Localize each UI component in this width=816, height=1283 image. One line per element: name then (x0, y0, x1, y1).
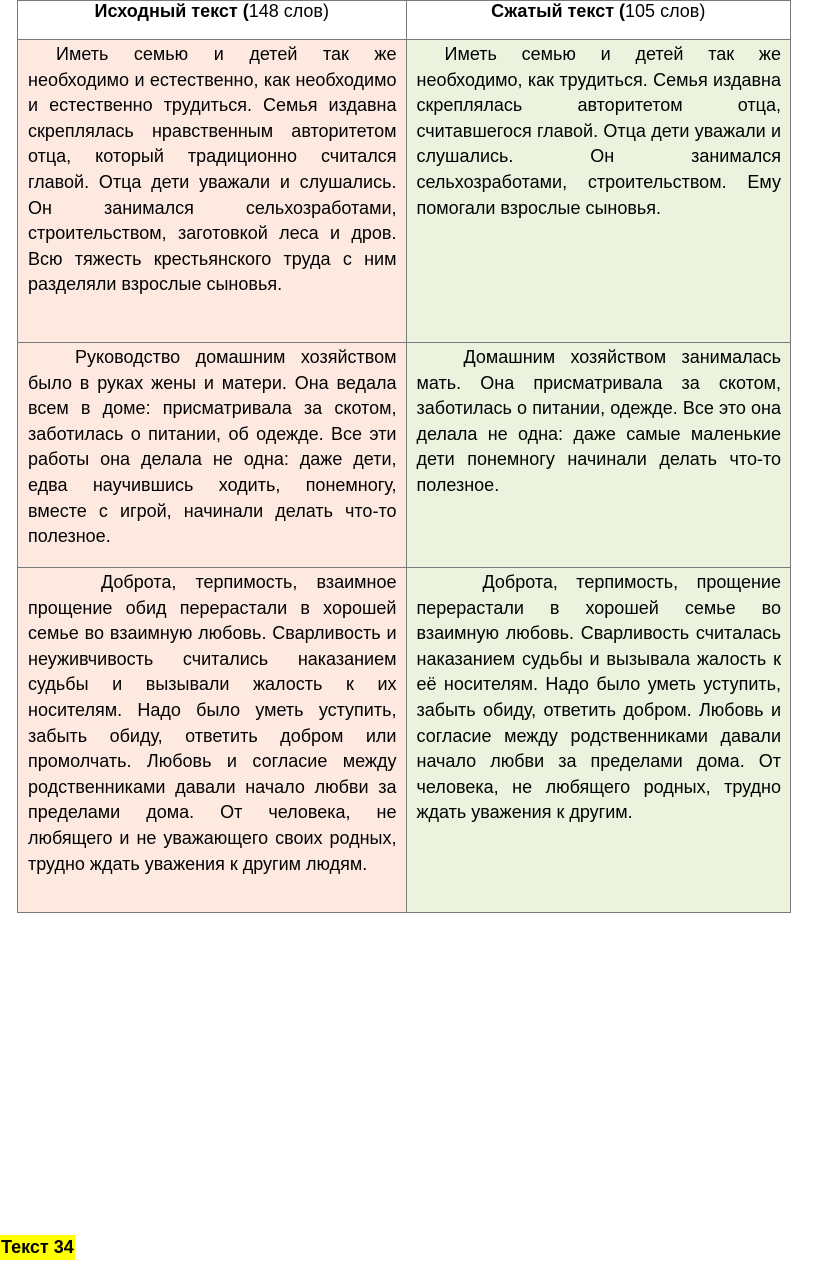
compressed-paragraph-3: Доброта, терпимость, прощение перерастали в хорошей семье во взаимную любовь. Сварливость считалась наказанием судьбы и вызывала жалость к её носителям. Надо было уметь уступить, забыть обиду, ответить добром. Любовь и согласие между родственниками давали начало любви за пределами дома. От человека, не любящего родных, трудно ждать уважения к другим. (416, 572, 781, 823)
compressed-paragraph-cell (406, 40, 791, 343)
header-original-text (18, 1, 407, 40)
original-paragraph-cell (18, 568, 407, 913)
original-paragraph-2: Руководство домашним хозяйством было в руках жены и матери. Она ведала всем в доме: присматривала за скотом, заботилась о питании, об одежде. Все эти работы она делала не одна: даже дети, едва научившись ходить, понемногу, вместе с игрой, начинали делать что-то полезное. (28, 347, 397, 547)
original-paragraph-cell (18, 343, 407, 568)
compressed-paragraph-1: Иметь семью и детей так же необходимо, как трудиться. Семья издавна скреплялась авторитетом отца, считавшегося главой. Отца дети уважали и слушались. Он занимался сельхозработами, строительством. Ему помогали взрослые сыновья. (416, 44, 781, 218)
compressed-paragraph-2: Домашним хозяйством занималась мать. Она присматривала за скотом, заботилась о питании, одежде. Все это она делала не одна: даже самые маленькие дети понемногу начинали делать что-то полезное. (416, 347, 781, 495)
text-number-label: Текст 34 (0, 1235, 75, 1260)
header-original-title: Исходный текст ( (94, 1, 249, 21)
header-compressed-count: 105 слов) (625, 1, 706, 21)
original-paragraph-3: Доброта, терпимость, взаимное прощение обид перерастали в хорошей семье во взаимную любовь. Сварливость и неуживчивость считались наказанием судьбы и вызывали жалость к их носителям. Надо было уметь уступить, забыть обиду, ответить добром или промолчать. Любовь и согласие между родственниками давали начало любви за пределами дома. От человека, не любящего и не уважающего своих родных, трудно ждать уважения к другим людям. (28, 572, 397, 874)
header-original-count: 148 слов) (248, 1, 329, 21)
original-paragraph-1: Иметь семью и детей так же необходимо и естественно, как необходимо и естественно трудиться. Семья издавна скреплялась нравственным авторитетом отца, который традиционно считался главой. Отца дети уважали и слушались. Он занимался сельхозработами, строительством, заготовкой леса и дров. Всю тяжесть крестьянского труда с ним разделяли взрослые сыновья. (28, 44, 397, 295)
text-comparison-table (17, 0, 791, 913)
table-header-row (18, 1, 791, 40)
compressed-paragraph-cell (406, 568, 791, 913)
header-compressed-text (406, 1, 791, 40)
header-compressed-title: Сжатый текст ( (491, 1, 626, 21)
table-row (18, 343, 791, 568)
table-row (18, 568, 791, 913)
original-paragraph-cell (18, 40, 407, 343)
compressed-paragraph-cell (406, 343, 791, 568)
table-row (18, 40, 791, 343)
